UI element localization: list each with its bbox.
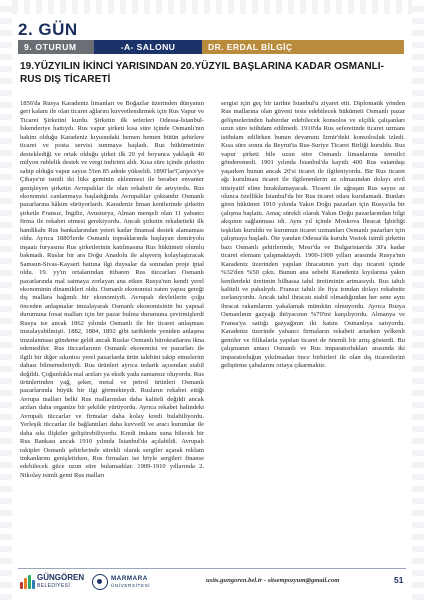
header-pattern [0,0,424,14]
right-border-pattern [412,0,424,600]
article-column-left: 1856'da Rusya Karadeniz limanları ve Boğazlar üzerinden dünyanın geri kalanı ile olan ticaret ağlarını kuvvetlendirmek için Rus Vapur ve Ticaret Şirketini kurdu. Şirketin ilk seferleri Odessa-İstanbul-İskenderiye hattıydı. Rus vapur şirketi kısa süre içinde Osmanlı'nın hakim olduğu Karadeniz kıyısındaki hemen hemen bütün şehirlere ticaret ve posta servisi sunmaya başladı. Rus hükümetinin desteklediği ve ortak olduğu şirket ilk 20 yıl boyunca yaklaşık 40 milyon rublelik destek ve vergi indirimi aldı. Kısa süre içinde şirketin sahip olduğu vapur sayısı 5'ten 85 adede yükseldi. 1890'lar'Çanjece'ye Çihaye'ni ismili iki lüks geminin eklenmesi ile beraber envanter genişleyen şirketin Avrupalılar ile olan rekabeti de artıyordu. Rus ekonomisi canlanmaya başladığında Avrupalılar çoktandır Osmanlı pazarlarına hâkim sürüyorlardı. Karadeniz liman kentlerinde şirketin şirketle Fransız, İngiliz, Avusturya, Alman menşeli olan 11 yabancı firma ile rekabet etmesi gerekiyordu. Ancak şirketin rekabetteki ilk handikabı Rus bankalarından yeteri kadar finansal destek alamaması oldu. Ayrıca 1880'lerde Osmanlı topraklarında başlayan demiryolu inşaatı furyasına Rus şirketlerinin katılmasına Rus hükümeti olumlu bakmadı. Ruslar bir ara Doğu Anadolu ile alışveriş kolaylaştıracak Samsun-Sivas-Kayseri hattına ilgi duysalar da sonradan proje iptal oldu. 19. yy'ın ortalarından itibaren Rus tüccarları Osmanlı pazarlarında mal satmaya zorlayan ana etken Rusya'nın kendi yerel ekonominin dinamikleri oldu. Osmanlı ekonomisi zaten yapısı gereği dış mallara bağımlı bir ekonomiydi. Avrupalı devletlerin çoğu önceden anlaşmalar imzalayarak Osmanlı ekonomisinin bu yapısal durumuna fırsat malları için bir pazar bulma durumuna çevirmişlerdi Rusya ise ancak 1862 yılında Osmanlı ile bir ticaret anlaşması imzalayabilmişti. 1882, 1884, 1892 gibi tarihlerde yeniden anlaşma imzalanması gündeme geldi ancak Ruslar Osmanlı bürokratlarını ikna edemediler. Rus tüccarlarının Osmanlı ekonomisi ve pazarları ile ilgili bir diğer sıkıntısı yerel pazarlarda ürün talebini takip etmelerini dahası bilmemeleriydi. Rus ürünleri ayrıca tedarik açısından stabil değildi. Çoğunlukla mal arzları ya eksik yada zamansız oluyordu. Rus ürünlerinden yağ, şeker, metal ve petrol ürünleri Osmanlı pazarlarında büyük bir ilgi görmekteydi. Rusların rekabet ettiği Avrupa malları belki Rus mallarından daha kaliteli değildi ancak arzları daha organize bir şekilde yürüyordu. Ayrıca rekabet halindeki Avrupalı tüccarlar ve firmalar daha kolay kredi bulabiliyordu. Yerleşik tüccarlar ile bağlantıları daha kuvvetli ve aracı kurumlar ile daha sıkı ilişkiler geliştirebiliyordu. Kredi imkanı suna bilecek bir Rus Bankası ancak 1910 yılında İstanbul'da açılabildi. Avrupalı rakipler Osmanlı şehirlerinde sürekli olarak sergiler açarak reklam imkanlarını genişletirken, Rus firmaları ise böyle sergileri finanse edebilecek güce uzun süre bulamadılar. 1909-1910 yıllarında 2. Nikolay isimli gemi Rus malları [20,100,204,479]
footer-divider [18,568,406,569]
page-number: 51 [394,575,404,585]
gungoren-logo-name: GÜNGÖREN [37,573,85,582]
marmara-logo [92,574,150,590]
speaker-name: DR. ERDAL BİLGİÇ [202,40,404,54]
gungoren-logo-sub: BELEDİYESİ [37,583,71,589]
footer-contact: usits.gungoren.bel.tr - sitsempozyum@gmail.com [206,577,340,584]
marmara-logo-sub: ÜNİVERSİTESİ [111,583,151,588]
gungoren-logo-icon [20,575,34,589]
gungoren-logo [20,574,84,590]
hall-label: -A- SALONU [94,40,202,54]
session-bar [18,40,404,54]
left-border-pattern [0,0,12,600]
session-label: 9. OTURUM [18,40,94,54]
marmara-logo-name: MARMARA [111,575,148,582]
article-column-right: sergisi için geç bir tarihte İstanbul'u ziyaret etti. Diplomatik yönden Rus mallarına olan güveni tesis edebilecek hükümeti Osmanlı pazar gelişmelerinden haberdar edebilecek konsolos ve elçilik çalışanları uzun süre istihdam edilmedi. 1910'da Rus seferetinde ticaret uzmanı istihdam edilirken bunun devamını İzmir'deki konsolosluk izledi. Kısa süre sonra da Beyrut'ta Rus-Suriye Ticaret Birliği kuruldu. Rus vapur şirketi bile uzun süre Osmanlı limanlarına temsilci gönderemedi. 1901 yılında İstanbul'da kayıtlı 400 Rus vatandaşı yaşarken bunun ancak 20'si ticaret ile ilgileniyordu. Bir Rus ticaret ağı kurulması ticaret ile ilgilenenlerin az olmasından dolayı sivil inisiyatif eline bırakılamayacak. Ticaret ile uğraşan Rus sayısı az olunca özellikle İstanbul'da bir Rus ticaret odası kurulamadı. Bunları giren hükümet 1910 yılında Yakın Doğu pazarları için Rusya'da bir çalışma başlattı. Amaç sürekli olarak Yakın Doğu pazarlarından bilgi akışının sağlanması idi. Aynı yıl içinde Moskova İhracat İşbirliği teşkilatı kuruldu ve kurumun ticaret uzmanları Osmanlı pazarları için çalışmaya başladı. Öte yandan Odessa'da kurulu Vostok isimli şirketin bazı Osmanlı şehirlerinde, Mısır'da ve Bulgaristan'da 30'a kadar ticaret elemanı çalışmaktaydı. 1900-1909 yılları arasında Rusya'nın Karadeniz üzerinden yapılan ihracatının yurt dışı ticareti içinde %32'den %50 çıktı. Bunun ana sebebi Karadeniz kıyılarına yakın kentlerdeki üretimin bilhassa tahıl üretiminin artmasıydı. Rus tahılı kaliteli ve pahalıydı. Fransız tahılı ile fiya trından dolayı rekabette zorlanıyordu. Ancak tahıl ihracatı stabil olmadığından her sene aynı ihracat rakamlarını yakalamak mümkün olmuyordu. Ayrıca Rusya Osmanlının gazyağı ihtiyacının %70'ini karşılıyordu. Almanya ve Fransa'ya sattığı gazyağının iki katını Osmanlıya satıyordu. Karadeniz üzerinde yabancı firmaların rekabeti artarken yelkenli gemiler ve filikalarla yapılan ticaret de önemli bir artış gösterdi. Bu çalışmanın amacı Osmanlı ve Rus imparatorlukları arasında iki imparatorluğun yıkılmadan önce birbirleri ile olan dış ticaretlerini geliştirme çabalarını ortaya çıkarmaktır. [221,100,405,370]
day-title: 2. GÜN [18,20,78,39]
article-title: 19.YÜZYILIN İKİNCİ YARISINDAN 20.YÜZYIL BAŞLARINA KADAR OSMANLI-RUS DIŞ TİCARETİ [20,61,384,85]
marmara-seal-icon [92,574,108,590]
